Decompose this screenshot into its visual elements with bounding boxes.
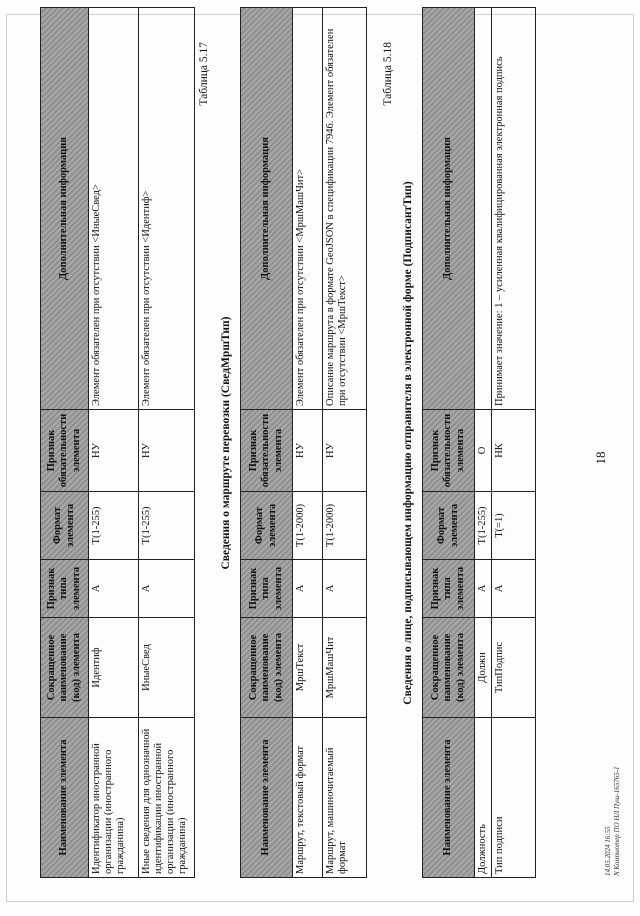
header-info: Дополнительная информация	[41, 8, 89, 410]
header-code: Сокращенное наименование (код) элемента	[241, 618, 293, 718]
cell-required: О	[475, 410, 492, 492]
header-code: Сокращенное наименование (код) элемента	[423, 618, 475, 718]
cell-name: Маршрут, текстовый формат	[293, 718, 323, 878]
cell-type: А	[293, 560, 323, 618]
table-row	[323, 8, 367, 878]
signer-table	[422, 7, 536, 878]
cell-required: НК	[492, 410, 536, 492]
cell-name: Идентификатор иностранной организации (иностранного гражданина)	[89, 718, 139, 878]
table-title: Сведения о лице, подписывающем информацию отправителя в электронной форме (ПодписантТип)	[402, 181, 414, 705]
stamp-line: 14.05.2024 16:55	[604, 826, 612, 876]
cell-format: T(1-255)	[139, 492, 195, 560]
table-header-row	[41, 8, 89, 878]
cell-required: НУ	[323, 410, 367, 492]
table-row	[139, 8, 195, 878]
cell-code: Идентиф	[89, 618, 139, 718]
header-format: Формат элемента	[41, 492, 89, 560]
cell-type: А	[475, 560, 492, 618]
cell-format: T(1-2000)	[323, 492, 367, 560]
table-row	[492, 8, 536, 878]
header-name: Наименование элемента	[41, 718, 89, 878]
cell-type: А	[89, 560, 139, 618]
header-required: Признак обязательности элемента	[241, 410, 293, 492]
header-format: Формат элемента	[423, 492, 475, 560]
page-number: 18	[593, 451, 608, 465]
header-name: Наименование элемента	[241, 718, 293, 878]
cell-code: ИныеСвед	[139, 618, 195, 718]
cell-type: А	[139, 560, 195, 618]
header-info: Дополнительная информация	[423, 8, 475, 410]
table-row	[293, 8, 323, 878]
cell-format: T(=1)	[492, 492, 536, 560]
table-label: Таблица 5.17	[198, 42, 210, 106]
header-required: Признак обязательности элемента	[41, 410, 89, 492]
cell-type: А	[323, 560, 367, 618]
print-stamp	[604, 766, 622, 876]
cell-info: Элемент обязателен при отсутствии <Идентиф>	[139, 8, 195, 410]
table-row	[89, 8, 139, 878]
header-type: Признак типа элемента	[241, 560, 293, 618]
cell-name: Тип подписи	[492, 718, 536, 878]
stamp-line: N Компьютер ПО НЛ Пуш-165765-1	[612, 766, 621, 876]
cell-code: ТипПодпис	[492, 618, 536, 718]
route-table	[240, 7, 367, 878]
cell-format: T(1-2000)	[293, 492, 323, 560]
header-code: Сокращенное наименование (код) элемента	[41, 618, 89, 718]
cell-code: МршМашЧит	[323, 618, 367, 718]
cell-format: T(1-255)	[475, 492, 492, 560]
cell-info: Описание маршрута в формате GeoJSON в спецификации 7946. Элемент обязателен при отсутствии <МршТекст>	[323, 8, 367, 410]
cell-format: T(1-255)	[89, 492, 139, 560]
table-header-row	[423, 8, 475, 878]
header-format: Формат элемента	[241, 492, 293, 560]
header-required: Признак обязательности элемента	[423, 410, 475, 492]
header-type: Признак типа элемента	[41, 560, 89, 618]
cell-name: Иные сведения для однозначной идентификации иностранной организации (иностранного гражданина)	[139, 718, 195, 878]
table-label: Таблица 5.18	[382, 42, 394, 106]
cell-required: НУ	[293, 410, 323, 492]
table-header-row	[241, 8, 293, 878]
cell-code: Должн	[475, 618, 492, 718]
cell-info: Принимает значение: 1 – усиленная квалифицированная электронная подпись	[492, 8, 536, 410]
header-info: Дополнительная информация	[241, 8, 293, 410]
cell-name: Должность	[475, 718, 492, 878]
header-type: Признак типа элемента	[423, 560, 475, 618]
cell-info: Элемент обязателен при отсутствии <МршМашЧит>	[293, 8, 323, 410]
identifier-table	[40, 7, 195, 878]
cell-type: А	[492, 560, 536, 618]
cell-code: МршТекст	[293, 618, 323, 718]
table-row	[475, 8, 492, 878]
cell-info: Элемент обязателен при отсутствии <ИныеСвед>	[89, 8, 139, 410]
cell-required: НУ	[89, 410, 139, 492]
cell-name: Маршрут, машиночитаемый формат	[323, 718, 367, 878]
cell-info	[475, 8, 492, 410]
header-name: Наименование элемента	[423, 718, 475, 878]
table-title: Сведения о маршруте перевозки (СведМршТип)	[220, 316, 232, 570]
cell-required: НУ	[139, 410, 195, 492]
